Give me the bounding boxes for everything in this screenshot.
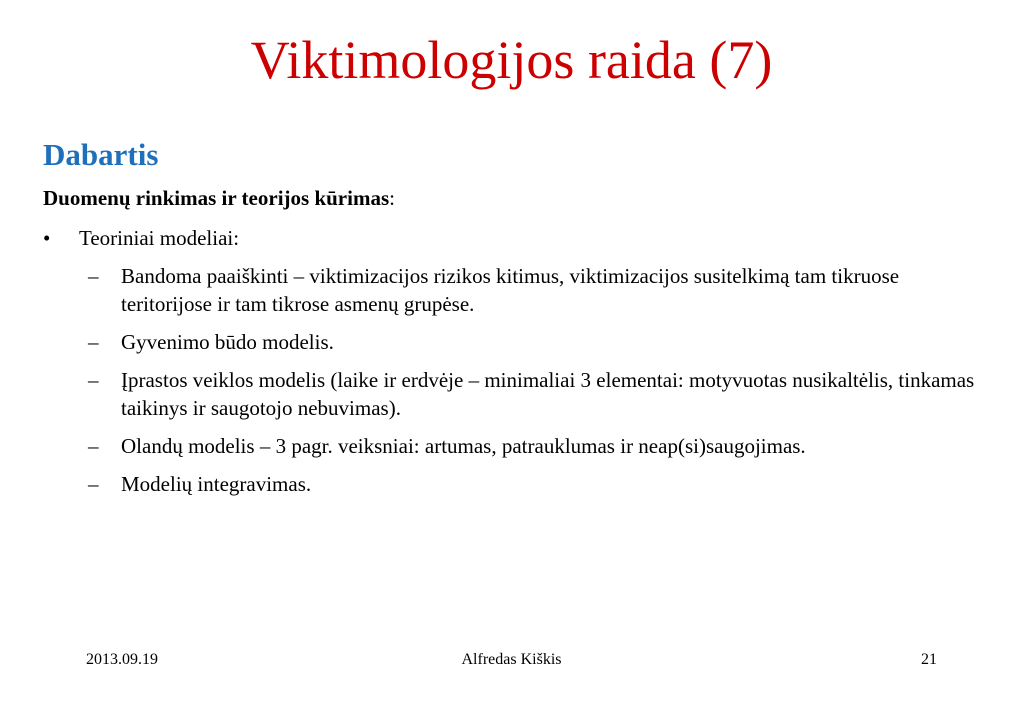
bullet-item [43,224,239,252]
subitem [88,366,988,422]
subitem-text: Gyvenimo būdo modelis. [121,330,334,354]
subitem [88,470,988,498]
bullet-text: Teoriniai modeliai: [79,226,240,250]
lead-bold-text: Duomenų rinkimas ir teorijos kūrimas [43,186,390,210]
dash-mark: – [88,264,99,288]
slide-subtitle: Dabartis [43,137,159,172]
footer-date: 2013.09.19 [86,651,158,668]
dash-mark: – [88,368,99,392]
subitem-text: Bandoma paaiškinti – viktimizacijos rizikos kitimus, viktimizacijos susitelkimą tam tikruose teritorijose ir tam tikrose asmenų grupėse. [121,264,900,316]
subitem-text: Olandų modelis – 3 pagr. veiksniai: artumas, patrauklumas ir neap(si)saugojimas. [121,434,806,458]
slide-title: Viktimologijos raida (7) [250,30,773,90]
footer-author: Alfredas Kiškis [461,651,562,668]
subitem-text: Įprastos veiklos modelis (laike ir erdvėje – minimaliai 3 elementai: motyvuotas nusikaltėlis, tinkamas taikinys ir saugotojo nebuvimas). [121,368,975,420]
subitem [88,432,988,460]
subitem-text: Modelių integravimas. [121,472,312,496]
bullet-mark: • [43,226,51,250]
subitem [88,262,988,318]
dash-mark: – [88,330,99,354]
subitem-list [88,262,988,508]
footer-page-number: 21 [921,651,937,668]
subitem [88,328,988,356]
dash-mark: – [88,434,99,458]
dash-mark: – [88,472,99,496]
lead-line [43,184,395,212]
lead-suffix: : [389,186,395,210]
